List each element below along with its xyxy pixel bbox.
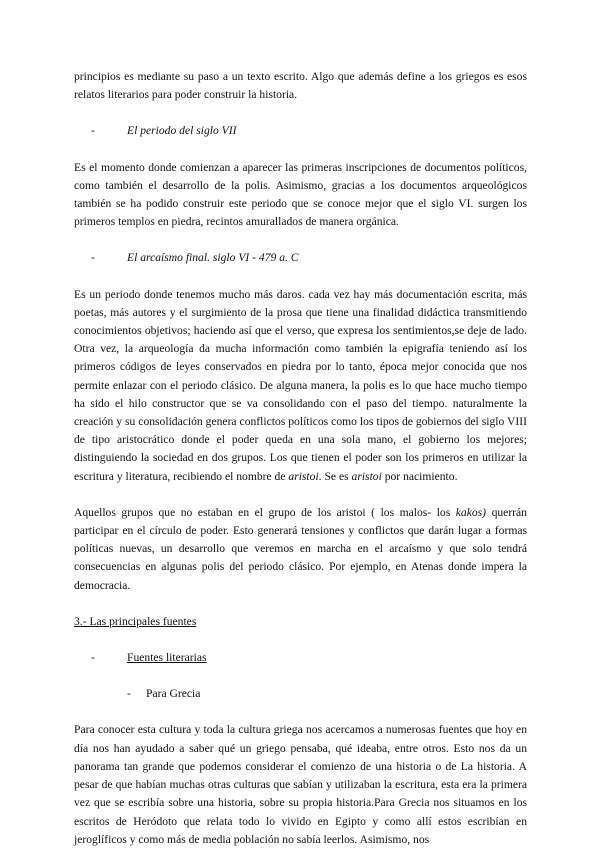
intro-paragraph: principios es mediante su paso a un texto escrito. Algo que además define a los griegos es esos relatos literarios para poder construir la historia. bbox=[74, 70, 527, 102]
bullet-dash: - bbox=[91, 251, 95, 265]
bullet-dash: - bbox=[91, 651, 95, 665]
kakos-term: kakos) bbox=[455, 505, 487, 519]
arcaismo-text-1: Es un periodo donde tenemos mucho más daros. cada vez hay más documentación escrita, más poetas, más autores y el surgimiento de la prosa que tiene una finalidad didáctica transmitiendo conocimientos objetivos; haciendo así que el verso, que expresa los sentimientos,se deje de lado. Otra vez, la arqueología da mucha información como también la epigrafía teniendo así los primeros códigos de leyes conservados en piedra por lo tanto, época mejor conocida que nos permite enlazar con el periodo clásico. De alguna manera, la polis es lo que hace mucho tiempo ha sido el hilo constructor que se va consolidando con el paso del tiempo. naturalmente la creación y su consolidación genera conflictos políticos como los tipos de gobiernos del siglo VIII de tipo aristocrático donde el poder queda en una sola mano, el gobierno los mejores; distinguiendo la sociedad en dos grupos. Los que tienen el poder son los primeros en utilizar la escritura y literatura, recibiendo el nombre de bbox=[74, 287, 527, 483]
arcaismo-text-2: . Se es bbox=[318, 469, 352, 483]
arcaismo-text-3: por nacimiento. bbox=[381, 469, 458, 483]
heading-para-grecia bbox=[74, 685, 527, 703]
section-heading-fuentes: 3.- Las principales fuentes bbox=[74, 614, 197, 628]
bullet-dash: - bbox=[91, 124, 95, 138]
aristoi-term: aristoi bbox=[351, 469, 382, 483]
heading-para-grecia-text: Para Grecia bbox=[146, 687, 201, 701]
heading-fuentes-literarias bbox=[74, 649, 527, 667]
aquellos-paragraph bbox=[74, 504, 527, 595]
heading-siglo-vii-text: El periodo del siglo VII bbox=[127, 124, 237, 138]
siglo-vii-paragraph: Es el momento donde comienzan a aparecer las primeras inscripciones de documentos políticos, como también el desarrollo de la polis. Asimismo, gracias a los documentos arqueológicos también se ha podido construir este periodo que se conoce mejor que el siglo VI. surgen los primeros templos en piedra, recintos amurallados de manera orgánica. bbox=[74, 160, 527, 229]
aquellos-text-2: querrán participar en el círculo de poder. Esto generará tensiones y conflictos que darán lugar a formas políticas nuevas, un desarrollo que veremos en marcha en el arcaísmo y que solo tendrá consecuencias en algunas polis del periodo clásico. Por ejemplo, en Atenas donde impera la democracia. bbox=[74, 505, 527, 592]
aristoi-term: aristoi bbox=[288, 469, 319, 483]
document-page bbox=[74, 68, 527, 849]
heading-arcaismo-final bbox=[74, 249, 527, 267]
bullet-dash: - bbox=[127, 687, 131, 701]
heading-fuentes-literarias-text: Fuentes literarias bbox=[127, 651, 207, 665]
grecia-paragraph: Para conocer esta cultura y toda la cultura griega nos acercamos a numerosas fuentes que hoy en día nos han ayudado a saber qué un griego pensaba, qué ideaba, entre otros. Esto nos da un panorama tan grande que podemos considerar el comienzo de una historia o de La historia. A pesar de que habían muchas otras culturas que sabían y utilizaban la escritura, esta era la primera vez que se escribía sobre una historia, sobre su propia historia.Para Grecia nos situamos en los escritos de Heródoto que relata todo lo vivido en Egipto y como allí estos escribían en jeroglíficos y como más de media población no sabía leerlos. Asimismo, nos bbox=[74, 723, 527, 846]
heading-arcaismo-final-text: El arcaísmo final. siglo VI - 479 a. C bbox=[127, 251, 299, 265]
arcaismo-paragraph bbox=[74, 286, 527, 486]
aquellos-text-1: Aquellos grupos que no estaban en el grupo de los aristoi ( los malos- los bbox=[74, 505, 456, 519]
heading-siglo-vii bbox=[74, 122, 527, 140]
